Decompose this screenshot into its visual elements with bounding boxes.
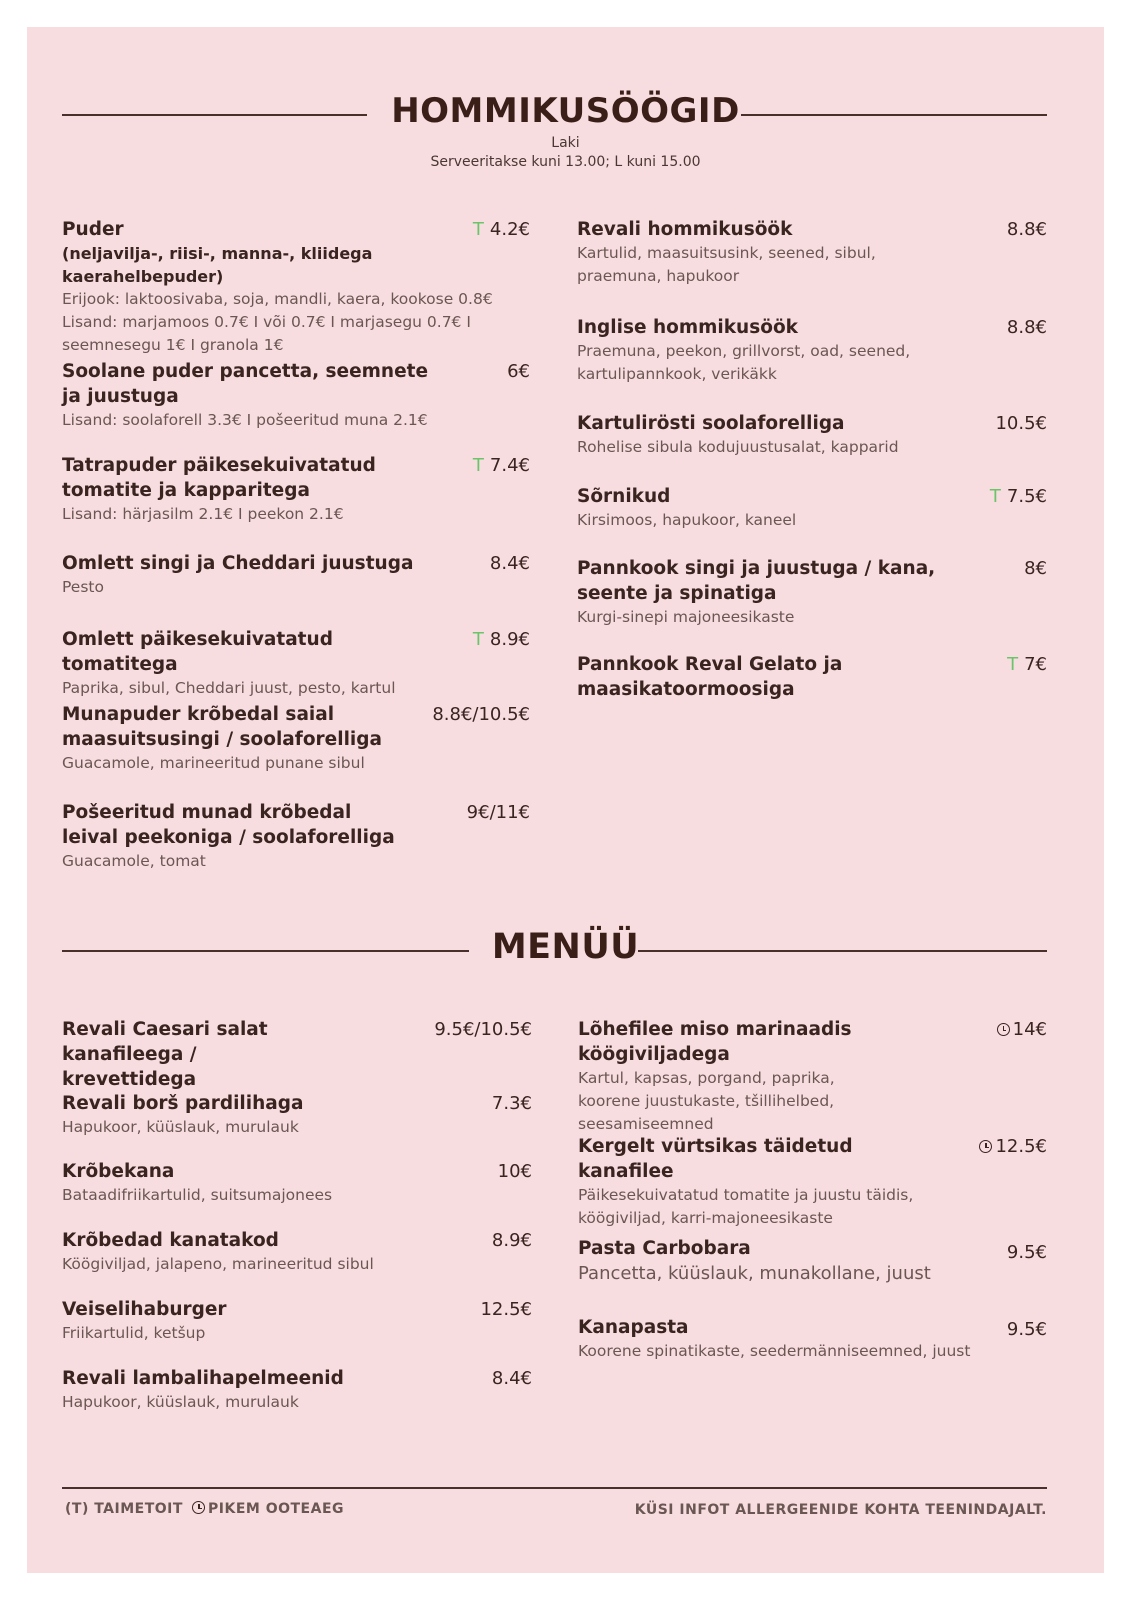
item-price: 8.8€	[1006, 317, 1047, 338]
menu-item	[578, 1134, 1047, 1230]
item-description: Friikartulid, ketšup	[62, 1324, 206, 1342]
item-price: 8.8€/10.5€	[432, 704, 530, 725]
item-price-wrap	[997, 1017, 1047, 1042]
item-price-wrap	[473, 453, 530, 478]
menu-item	[578, 1017, 1047, 1136]
item-price: 10€	[497, 1161, 532, 1182]
item-description: Lisand: härjasilm 2.1€ I peekon 2.1€	[62, 505, 344, 523]
item-description: Kirsimoos, hapukoor, kaneel	[577, 511, 797, 529]
vegetarian-marker: T	[1007, 654, 1019, 675]
clock-icon	[192, 1501, 205, 1514]
item-description: Pancetta, küüslauk, munakollane, juust	[578, 1263, 931, 1284]
allergen-note: KÜSI INFOT ALLERGEENIDE KOHTA TEENINDAJALT.	[634, 1502, 1047, 1518]
wait-time-label: PIKEM OOTEAEG	[208, 1501, 344, 1517]
item-name: Inglise hommikusöök	[577, 317, 798, 338]
vegetarian-legend: (T) TAIMETOIT	[65, 1501, 183, 1517]
vegetarian-marker: T	[472, 219, 484, 240]
item-price: 7€	[1024, 654, 1047, 675]
item-price: 9.5€	[1006, 1319, 1047, 1340]
item-name: Revali Caesari salat kanafileega / krevettidega	[62, 1019, 268, 1090]
footer-rule	[62, 1487, 1047, 1489]
item-description: Bataadifriikartulid, suitsumajonees	[62, 1186, 333, 1204]
item-description: Kartul, kapsas, porgand, paprika,	[578, 1069, 835, 1087]
wait-time-legend	[192, 1501, 344, 1517]
menu-item	[577, 484, 1047, 532]
item-description: Kurgi-sinepi majoneesikaste	[577, 608, 795, 626]
item-price: 8€	[1024, 558, 1047, 579]
menu-item	[578, 1315, 1047, 1363]
item-name: Tatrapuder päikesekuivatatud tomatite ja kapparitega	[62, 455, 376, 501]
item-price-wrap	[990, 484, 1047, 509]
item-description-2: Lisand: marjamoos 0.7€ I või 0.7€ I marjasegu 0.7€ I	[62, 313, 471, 331]
item-name: Revali borš pardilihaga	[62, 1093, 304, 1114]
item-price: 9.5€	[1006, 1242, 1047, 1263]
item-description-3: seemnesegu 1€ I granola 1€	[62, 336, 284, 354]
menu-item	[62, 1366, 532, 1414]
item-description: Koorene spinatikaste, seedermänniseemned, juust	[578, 1342, 971, 1360]
item-description: Guacamole, marineeritud punane sibul	[62, 754, 365, 772]
menu-title: MENÜÜ	[491, 927, 640, 967]
menu-item	[62, 1017, 532, 1092]
item-name: Revali lambalihapelmeenid	[62, 1368, 344, 1389]
item-description-3: seesamiseemned	[578, 1115, 714, 1133]
item-description: Hapukoor, küüslauk, murulauk	[62, 1393, 299, 1411]
item-price: 7.3€	[491, 1093, 532, 1114]
item-price: 10.5€	[995, 413, 1047, 434]
item-description: Guacamole, tomat	[62, 852, 206, 870]
menu-sheet	[27, 27, 1104, 1573]
menu-item	[62, 453, 530, 526]
menu-item	[577, 315, 1047, 386]
menu-item	[62, 1159, 532, 1207]
item-name: Pannkook Reval Gelato ja maasikatoormoosiga	[577, 654, 843, 700]
item-price: 6€	[507, 361, 530, 382]
menu-item	[62, 800, 530, 873]
item-name: Omlett singi ja Cheddari juustuga	[62, 553, 414, 574]
item-name: Omlett päikesekuivatatud tomatitega	[62, 629, 333, 675]
item-price: 4.2€	[489, 219, 530, 240]
breakfast-serving-hours: Serveeritakse kuni 13.00; L kuni 15.00	[430, 154, 701, 170]
item-name: Krõbekana	[62, 1161, 175, 1182]
item-description-2: praemuna, hapukoor	[577, 267, 740, 285]
item-price: 7.4€	[489, 455, 530, 476]
item-description-2: kartulipannkook, verikäkk	[577, 365, 777, 383]
item-name: Revali hommikusöök	[577, 219, 793, 240]
menu-item	[62, 1091, 532, 1139]
menu-item	[577, 556, 1047, 629]
menu-item	[577, 652, 1047, 702]
item-name: Lõhefilee miso marinaadis köögiviljadega	[578, 1019, 852, 1065]
item-subtitle: (neljavilja-, riisi-, manna-, kliidega kaerahelbepuder)	[62, 244, 373, 286]
clock-icon	[997, 1023, 1010, 1036]
item-description: Pesto	[62, 578, 104, 596]
item-price: 7.5€	[1006, 486, 1047, 507]
item-name: Soolane puder pancetta, seemnete ja juustuga	[62, 361, 429, 407]
item-price: 9€/11€	[466, 802, 530, 823]
item-price-wrap	[979, 1134, 1047, 1159]
breakfast-location: Laki	[551, 135, 580, 151]
item-name: Kanapasta	[578, 1317, 689, 1338]
item-name: Veiselihaburger	[62, 1299, 227, 1320]
item-price: 8.8€	[1006, 219, 1047, 240]
item-description-2: köögiviljad, karri-majoneesikaste	[578, 1209, 833, 1227]
menu-item	[62, 359, 530, 432]
item-price: 8.4€	[489, 553, 530, 574]
item-name: Puder	[62, 219, 124, 240]
item-name: Kergelt vürtsikas täidetud kanafilee	[578, 1136, 853, 1182]
menu-item	[62, 702, 530, 775]
menu-item	[62, 1228, 532, 1276]
item-price: 9.5€/10.5€	[434, 1019, 532, 1040]
menu-item	[62, 1297, 532, 1345]
item-description-2: koorene juustukaste, tšillihelbed,	[578, 1092, 835, 1110]
menu-item	[577, 411, 1047, 459]
item-description: Päikesekuivatatud tomatite ja juustu täidis,	[578, 1186, 914, 1204]
menu-item	[62, 551, 530, 599]
item-price: 8.9€	[489, 629, 530, 650]
vegetarian-marker: T	[472, 455, 484, 476]
item-name: Pošeeritud munad krõbedal leival peekoniga / soolaforelliga	[62, 802, 395, 848]
item-name: Pasta Carbobara	[578, 1238, 751, 1259]
vegetarian-marker: T	[989, 486, 1001, 507]
item-name: Sõrnikud	[577, 486, 671, 507]
item-name: Kartulirösti soolaforelliga	[577, 413, 845, 434]
item-name: Pannkook singi ja juustuga / kana, seente ja spinatiga	[577, 558, 936, 604]
item-price-wrap	[1007, 652, 1047, 677]
item-description: Lisand: soolaforell 3.3€ I pošeeritud muna 2.1€	[62, 411, 428, 429]
menu-item	[62, 627, 530, 700]
item-price-wrap	[473, 217, 530, 242]
menu-item	[577, 217, 1047, 288]
item-name: Krõbedad kanatakod	[62, 1230, 279, 1251]
item-description: Köögiviljad, jalapeno, marineeritud sibul	[62, 1255, 374, 1273]
item-description: Hapukoor, küüslauk, murulauk	[62, 1118, 299, 1136]
item-description: Paprika, sibul, Cheddari juust, pesto, kartul	[62, 679, 396, 697]
vegetarian-marker: T	[472, 629, 484, 650]
item-price: 12.5€	[480, 1299, 532, 1320]
item-price-wrap	[473, 627, 530, 652]
item-price: 8.4€	[491, 1368, 532, 1389]
item-price: 8.9€	[491, 1230, 532, 1251]
item-description: Praemuna, peekon, grillvorst, oad, seened,	[577, 342, 911, 360]
item-description: Rohelise sibula kodujuustusalat, kapparid	[577, 438, 899, 456]
item-description: Erijook: laktoosivaba, soja, mandli, kaera, kookose 0.8€	[62, 290, 493, 308]
item-price: 14€	[1012, 1019, 1047, 1040]
menu-item	[578, 1236, 1047, 1286]
item-price: 12.5€	[995, 1136, 1047, 1157]
item-description: Kartulid, maasuitsusink, seened, sibul,	[577, 244, 876, 262]
breakfast-title: HOMMIKUSÖÖGID	[391, 91, 740, 131]
menu-item	[62, 217, 530, 357]
item-name: Munapuder krõbedal saial maasuitsusingi / soolaforelliga	[62, 704, 382, 750]
clock-icon	[979, 1140, 992, 1153]
